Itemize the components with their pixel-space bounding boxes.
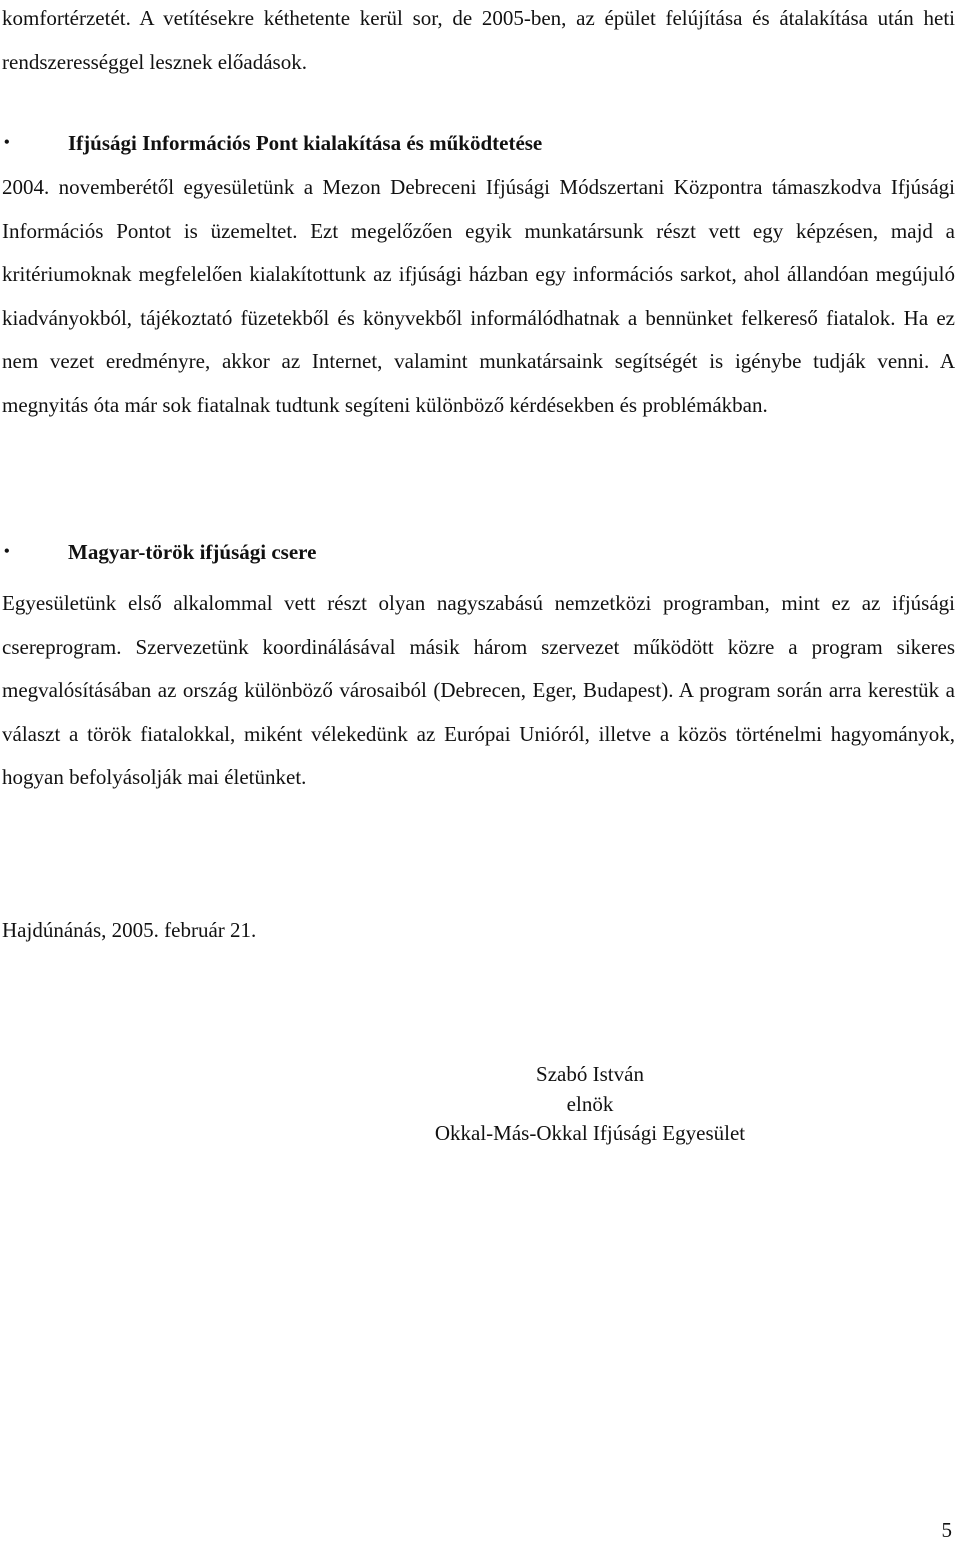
bullet-icon: • — [4, 134, 10, 151]
info-point-paragraph: 2004. novemberétől egyesületünk a Mezon Debreceni Ifjúsági Módszertani Központra támaszkodva Ifjúsági Információs Pontot is üzemeltet. Ezt megelőzően egyik munkatársunk részt vett egy képzésen, majd a kritériumoknak megfelelően kialakítottunk az ifjúsági házban egy információs sarkot, ahol állandóan megújuló kiadványokból, tájékoztató füzetekből és könyvekből informálódhatnak a bennünket felkereső fiatalok. Ha ez nem vezet eredményre, akkor az Internet, valamint munkatársaink segítségét is igénybe tudják venni. A megnyitás óta már sok fiatalnak tudtunk segíteni különböző kérdésekben és problémákban. — [2, 175, 955, 417]
signatory-name: Szabó István — [536, 1062, 644, 1086]
section-heading-text: Ifjúsági Információs Pont kialakítása és működtetése — [68, 130, 543, 155]
section-heading-exchange — [2, 537, 316, 567]
signatory-role: elnök — [566, 1091, 614, 1116]
signatory-organization: Okkal-Más-Okkal Ifjúsági Egyesület — [434, 1121, 746, 1145]
intro-paragraph: komfortérzetét. A vetítésekre kéthetente kerül sor, de 2005-ben, az épület felújítása és átalakítása után heti rendszerességgel lesznek előadások. — [2, 6, 955, 74]
place-date: Hajdúnánás, 2005. február 21. — [2, 918, 257, 942]
section-heading-info-point — [2, 128, 542, 158]
signature-block — [390, 1060, 790, 1149]
bullet-icon: • — [4, 543, 10, 560]
section-heading-text: Magyar-török ifjúsági csere — [68, 539, 317, 564]
page-number: 5 — [941, 1518, 952, 1542]
exchange-paragraph: Egyesületünk első alkalommal vett részt olyan nagyszabású nemzetközi programban, mint ez az ifjúsági csereprogram. Szervezetünk koordinálásával másik három szervezet működött közre a program sikeres megvalósításában az ország különböző városaiból (Debrecen, Eger, Budapest). A program során arra kerestük a választ a török fiatalokkal, miként vélekedünk az Európai Unióról, illetve a közös történelmi hagyományok, hogyan befolyásolják mai életünket. — [2, 591, 955, 790]
